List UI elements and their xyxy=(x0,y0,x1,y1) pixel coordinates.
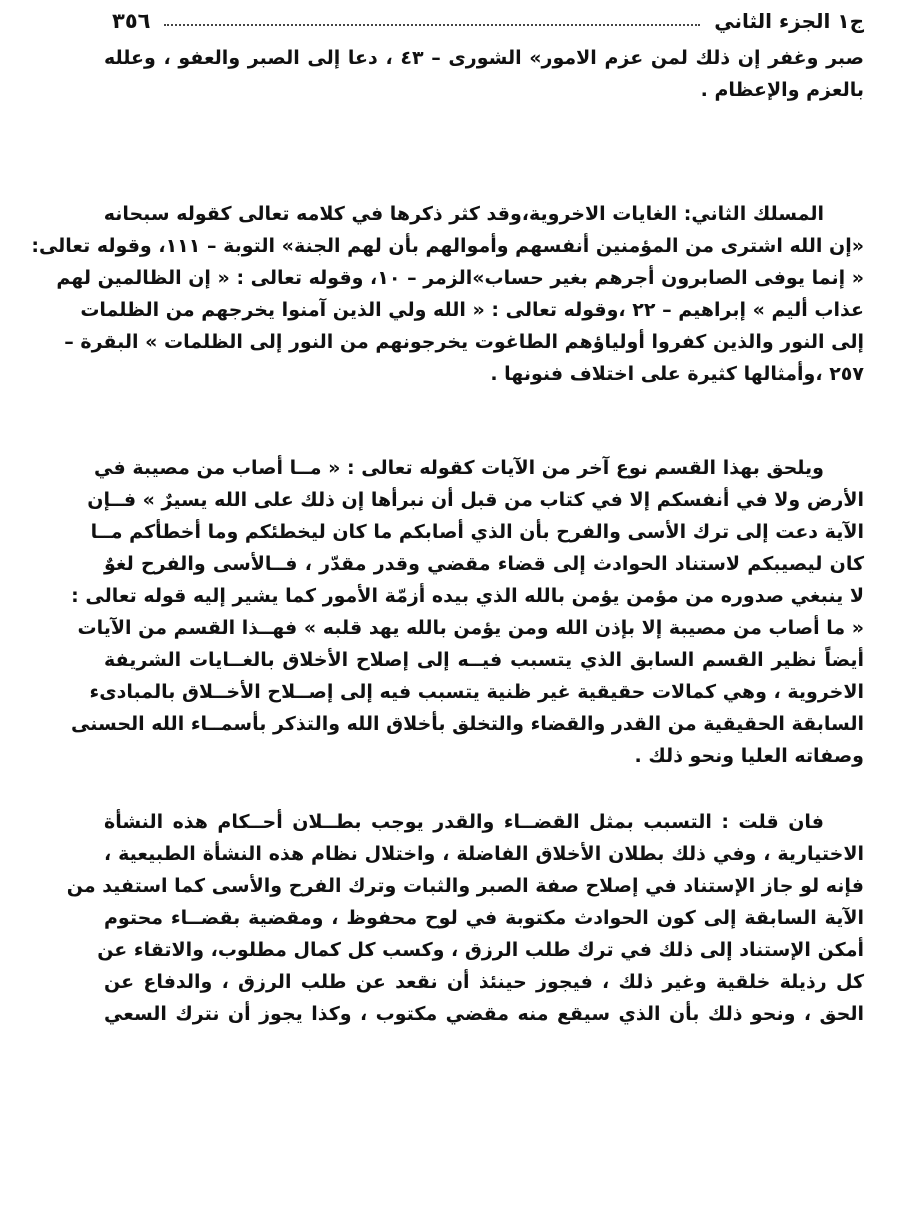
text-line: « إنما يوفى الصابرون أجرهم بغير حساب»الزمر – ١٠، وقوله تعالى : « إن الظالمين لهم xyxy=(56,267,864,289)
text-line: وصفاته العليا ونحو ذلك . xyxy=(634,745,864,767)
paragraph xyxy=(31,198,864,390)
text-line: « ما أصاب من مصيبة إلا بإذن الله ومن يؤمن بالله يهد قلبه » فهــذا القسم من الآيات xyxy=(77,617,864,639)
page-number: ٣٥٦ xyxy=(112,9,151,33)
text-line: ٢٥٧ ،وأمثالها كثيرة على اختلاف فنونها . xyxy=(490,363,864,385)
text-line: إلى النور والذين كفروا أولياؤهم الطاغوت يخرجونهم من النور إلى الظلمات » البقرة – xyxy=(64,331,864,353)
text-line: الآية دعت إلى ترك الأسى والفرح بأن الذي أصابكم ما كان ليخطئكم وما أخطأكم مــا xyxy=(90,521,864,543)
text-line: فان قلت : التسبب بمثل القضــاء والقدر يوجب بطــلان أحــكام هذه النشأة xyxy=(104,811,824,833)
text-line: صبر وغفر إن ذلك لمن عزم الامور» الشورى – ٤٣ ، دعا إلى الصبر والعفو ، وعلله xyxy=(104,47,865,69)
text-line: الاخروية ، وهي كمالات حقيقية غير ظنية يتسبب فيه إلى إصــلاح الأخــلاق بالمبادىء xyxy=(89,681,864,703)
paragraph xyxy=(104,42,864,106)
running-title: ج١ الجزء الثاني xyxy=(714,9,864,33)
text-line: الحق ، ونحو ذلك بأن الذي سيقع منه مقضي مكتوب ، وكذا يجوز أن نترك السعي xyxy=(104,1003,864,1025)
text-line: الآية السابقة إلى كون الحوادث مكتوبة في لوح محفوظ ، ومقضية بقضــاء محتوم xyxy=(104,907,864,929)
paragraph xyxy=(71,452,864,772)
text-line: عذاب أليم » إبراهيم – ٢٢ ،وقوله تعالى : « الله ولي الذين آمنوا يخرجهم من الظلمات xyxy=(80,299,864,321)
text-line: السابقة الحقيقية من القدر والقضاء والتخلق بأخلاق الله والتذكر بأسمــاء الله الحسنى xyxy=(71,713,864,735)
running-header xyxy=(112,6,864,36)
text-line: كان ليصيبكم لاستناد الحوادث إلى قضاء مقضي وقدر مقدّر ، فــالأسى والفرح لغوٌ xyxy=(104,553,864,575)
text-line: كل رذيلة خلقية وغير ذلك ، فيجوز حينئذ أن نقعد عن طلب الرزق ، والدفاع عن xyxy=(104,971,864,993)
text-line: «إن الله اشترى من المؤمنين أنفسهم وأموالهم بأن لهم الجنة» التوبة – ١١١، وقوله تعالى: xyxy=(31,235,864,257)
text-line: أمكن الإستناد إلى ذلك في ترك طلب الرزق ، وكسب كل كمال مطلوب، والاتقاء عن xyxy=(97,939,864,961)
text-line: لا ينبغي صدوره من مؤمن يؤمن بالله الذي بيده أزمّة الأمور كما يشير إليه قوله تعالى : xyxy=(71,585,864,607)
text-line: بالعزم والإعظام . xyxy=(700,79,864,101)
text-line: المسلك الثاني: الغايات الاخروية،وقد كثر ذكرها في كلامه تعالى كقوله سبحانه xyxy=(103,203,824,225)
paragraph xyxy=(66,806,864,1030)
text-line: أيضاً نظير القسم السابق الذي يتسبب فيــه إلى إصلاح الأخلاق بالغــايات الشريفة xyxy=(104,649,864,671)
text-line: فإنه لو جاز الإستناد في إصلاح صفة الصبر والثبات وترك الفرح والأسى كما استفيد من xyxy=(66,875,864,897)
text-line: الاختيارية ، وفي ذلك بطلان الأخلاق الفاضلة ، واختلال نظام هذه النشأة الطبيعية ، xyxy=(104,843,864,865)
header-dotted-rule xyxy=(164,24,700,26)
text-line: الأرض ولا في أنفسكم إلا في كتاب من قبل أن نبرأها إن ذلك على الله يسيرٌ » فــإن xyxy=(87,489,864,511)
text-line: ويلحق بهذا القسم نوع آخر من الآيات كقوله تعالى : « مــا أصاب من مصيبة في xyxy=(94,457,824,479)
